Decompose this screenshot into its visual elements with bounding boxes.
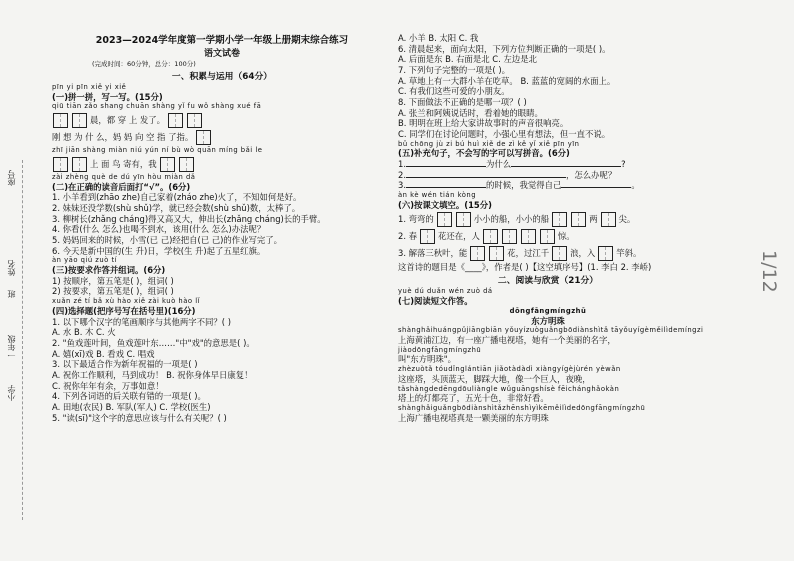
passage-title: 东方明珠 <box>531 315 565 326</box>
mc-3-options-b: C. 祝你年年有余，万事如意！ <box>52 380 164 391</box>
passage-p4-pinyin: tǎshàngdedēngdōuliàngle wǔguāngshísè fēichánghǎokàn <box>398 384 620 393</box>
writing-row-1 <box>52 113 392 128</box>
q6-title: (六)按课文填空。(15分) <box>398 199 492 210</box>
fill-blank[interactable] <box>406 177 566 178</box>
poem-1-text-c: 两 <box>589 214 598 225</box>
q2-line-3: 3. 柳树长(zhǎng cháng)得又高又大，伸出长(zhǎng cháng)长的手臂。 <box>52 213 326 224</box>
poem-line-2 <box>398 229 698 244</box>
char-box[interactable] <box>72 113 87 128</box>
char-box[interactable] <box>601 212 616 227</box>
mc-5: 5. "读(sī)"这个字的意思应该与什么有关呢？( ) <box>52 412 227 423</box>
passage-p4: 塔上的灯都亮了，五光十色，非常好看。 <box>398 393 549 404</box>
mc-4: 4. 下列各词语的后关联有错的一项是( )。 <box>52 391 206 402</box>
q7-pinyin: yuè dú duǎn wén zuò dá <box>398 287 493 296</box>
char-box[interactable] <box>420 229 435 244</box>
q2-title: (二)在正确的读音后面打“√”。(6分) <box>52 181 191 192</box>
q2-line-2: 2. 妹妹还没学数(shù shǔ)学，就已经会数(shù shǔ)数，太棒了。 <box>52 203 301 214</box>
q3-title: (三)按要求作答并组词。(6分) <box>52 265 166 276</box>
fill-blank[interactable] <box>511 166 621 167</box>
row1-pinyin: qiū tiān zǎo shang chuān shàng yǐ fu wǒ shàng xué fā <box>52 102 262 111</box>
passage-p5: 上海广播电视塔真是一颗美丽的东方明珠 <box>398 412 549 423</box>
mc-8: 8. 下面做法不正确的是哪一项？( ) <box>398 96 527 107</box>
mc-6-options: A. 后面是东 B. 右面是北 C. 左边是北 <box>398 54 537 65</box>
fill-blank[interactable] <box>561 187 631 188</box>
exam-title: 2023—2024学年度第一学期小学一年级上册期末综合练习 <box>95 35 349 46</box>
passage-p2-pinyin: jiàodōngfāngmíngzhū <box>398 345 482 354</box>
mc-4-options: A. 田地(农民) B. 军队(军人) C. 学校(医生) <box>52 401 211 412</box>
char-box[interactable] <box>598 246 613 261</box>
mc-7-options-a: A. 草地上有一大群小羊在吃草。 B. 蓝蓝的宽阔的水面上。 <box>398 75 616 86</box>
mc-7: 7. 下列句子完整的一项是( )。 <box>398 64 510 75</box>
char-box[interactable] <box>571 212 586 227</box>
char-box[interactable] <box>470 246 485 261</box>
passage-p1: 上海黄浦江边，有一座广播电视塔，她有一个美丽的名字， <box>398 334 616 345</box>
q2-line-1: 1. 小羊看到(zhāo zhe)自己家着(zháo zhe)火了，不知如何是好。 <box>52 192 302 203</box>
char-box[interactable] <box>196 130 211 145</box>
mc-2-options: A. 嬉(xī)戏 B. 看戏 C. 唱戏 <box>52 348 155 359</box>
mc-5-options: A. 小羊 B. 太阳 C. 我 <box>398 33 479 43</box>
seat-label: 座号 <box>7 170 16 186</box>
poem-3-text-d: 竿斜。 <box>616 248 642 259</box>
fill-1-text: 为什么 <box>486 159 512 170</box>
char-box[interactable] <box>187 113 202 128</box>
poem-1-text-d: 尖。 <box>618 214 636 225</box>
poem-question: 这首诗的题目是《____》，作者是( )【这空填序号】(1. 李白 2. 李峤) <box>398 262 652 273</box>
fill-1 <box>398 160 698 170</box>
fill-3-text: 的时候，我觉得自己 <box>486 180 562 191</box>
row3-text: 上 面 鸟 寄有，我 <box>90 158 157 169</box>
q2-line-5: 5. 妈妈回来的时候，小雪(已 己)经把自(已 己)的作业写完了。 <box>52 235 283 246</box>
mc-8-option-c: C. 同学们在讨论问题时，小强心里有想法，但一直不说。 <box>398 128 611 139</box>
poem-2-text-b: 花还在，人 <box>438 231 480 242</box>
poem-1-text: 1. 弯弯的 <box>398 214 434 225</box>
mc-6: 6. 清晨起来，面向太阳，下列方位判断正确的一项是( )。 <box>398 43 611 54</box>
poem-3-text: 3. 解落三秋叶，能 <box>398 248 468 259</box>
mc-1: 1. 以下哪个汉字的笔画顺序与其他两字不同？( ) <box>52 316 231 327</box>
char-box[interactable] <box>437 212 452 227</box>
char-box[interactable] <box>489 246 504 261</box>
char-box[interactable] <box>53 157 68 172</box>
q3-item-1: 1) 按顺序，第五笔是( )，组词( ) <box>52 275 174 286</box>
passage-p3: 这座塔，头顶蓝天，脚踩大地，像一个巨人，夜晚， <box>398 373 591 384</box>
school-label: 小学 <box>7 385 16 401</box>
writing-row-3 <box>52 157 392 172</box>
fill-3-end: 。 <box>631 180 640 191</box>
char-box[interactable] <box>521 229 536 244</box>
fill-3 <box>398 181 698 191</box>
char-box[interactable] <box>179 157 194 172</box>
poem-3-text-c: 浪，入 <box>570 248 596 259</box>
poem-2-text: 2. 春 <box>398 231 418 242</box>
q7-title: (七)阅读短文作答。 <box>398 296 473 307</box>
fill-2-text: ，怎么办呢？ <box>566 169 617 180</box>
section-2-title: 二、阅读与欣赏（21分） <box>497 276 599 287</box>
left-column <box>52 0 392 424</box>
q6-pinyin: àn kè wén tián kòng <box>398 191 477 199</box>
mc-2: 2. "鱼戏莲叶间，鱼戏莲叶东……"中"戏"的意思是( )。 <box>52 337 255 348</box>
section-1-title: 一、积累与运用（64分） <box>171 71 273 82</box>
char-box[interactable] <box>168 113 183 128</box>
poem-1-text-b: 小小的船，小小的船 <box>473 214 550 225</box>
char-box[interactable] <box>160 157 175 172</box>
passage-p1-pinyin: shànghǎihuángpǔjiāngbiān yǒuyízuòguǎngbōdiànshìtǎ tāyǒuyígèměilìdemíngzi <box>398 326 704 335</box>
mc-7-options-b: C. 有我们这些可爱的小朋友。 <box>398 86 510 97</box>
row1-text: 晨，都 穿 上 发了。 <box>90 114 165 125</box>
writing-row-2 <box>52 130 392 145</box>
char-box[interactable] <box>483 229 498 244</box>
char-box[interactable] <box>540 229 555 244</box>
mc-3-options-a: A. 祝你工作顺利，马到成功！ B. 祝你身体早日康复！ <box>52 369 253 380</box>
fill-blank[interactable] <box>406 187 486 188</box>
poem-3-text-b: 花，过江千 <box>507 248 550 259</box>
poem-2-text-c: 惊。 <box>557 231 575 242</box>
char-box[interactable] <box>552 246 567 261</box>
q5-pinyin: bǔ chōng jù zi bú huì xiě de zì kě yǐ xiě pīn yīn <box>398 139 580 148</box>
char-box[interactable] <box>53 113 68 128</box>
passage-p5-pinyin: shànghǎiguǎngbōdiànshìtǎzhēnshìyìkēměilìdedōngfāngmíngzhū <box>398 404 646 413</box>
q4-title: (四)选择题(把序号写在括号里)(16分) <box>52 305 196 316</box>
row2-text: 刚 想 为 什 么，妈 妈 向 空 指 了指。 <box>52 131 194 142</box>
fold-line <box>22 160 24 520</box>
fill-2-num: 2. <box>398 169 406 180</box>
q4-pinyin: xuǎn zé tí bǎ xù hào xiě zài kuò hào lǐ <box>52 297 200 306</box>
name-label: 姓名 <box>7 260 16 276</box>
grade-label: 一年级 <box>7 335 16 359</box>
right-column <box>398 33 704 425</box>
fill-1-end: ? <box>621 159 626 170</box>
mc-8-option-b: B. 明明在班上给大家讲故事时的声音很响亮。 <box>398 118 569 129</box>
q2-line-6: 6. 今天是新中国的(生 升)日，学校(生 升)起了五星红旗。 <box>52 245 266 256</box>
exam-subtitle: 语文试卷 <box>203 48 240 59</box>
page-number: 1/12 <box>758 250 780 293</box>
q1-title: (一)拼一拼，写一写。(15分) <box>52 91 163 102</box>
passage-p3-pinyin: zhèzuòtǎ tóudǐnglántiān jiǎotàdàdì xiàngyígèjùrén yèwǎn <box>398 365 621 374</box>
q1-pinyin: pīn yi pīn xiě yi xiě <box>52 82 127 91</box>
fill-3-num: 3. <box>398 180 406 191</box>
q3-pinyin: àn yāo qiú zuò tí <box>52 256 118 265</box>
mc-8-option-a: A. 张兰和阿姨说话时，看着她的眼睛。 <box>398 107 543 118</box>
mc-1-options: A. 水 B. 木 C. 火 <box>52 327 116 338</box>
q2-line-4: 4. 你看(什么 怎么)也喝不到水，该用(什么 怎么)办法呢？ <box>52 224 266 235</box>
exam-info: (完成时间：60分钟，总分：100分) <box>92 60 196 69</box>
student-info-margin <box>2 160 42 520</box>
fill-2 <box>398 171 698 181</box>
q3-item-2: 2) 按要求，第五笔是( )，组词( ) <box>52 286 174 297</box>
passage-title-pinyin: dōngfāngmíngzhū <box>509 306 587 315</box>
fill-1-num: 1. <box>398 159 406 170</box>
q2-pinyin: zài zhèng què de dú yīn hòu miàn dǎ <box>52 172 196 181</box>
mc-3: 3. 以下最适合作为新年祝福的一项是( ) <box>52 359 198 370</box>
char-box[interactable] <box>72 157 87 172</box>
fill-blank[interactable] <box>406 166 486 167</box>
char-box[interactable] <box>456 212 471 227</box>
char-box[interactable] <box>502 229 517 244</box>
char-box[interactable] <box>552 212 567 227</box>
class-label: 班 <box>7 290 16 298</box>
poem-line-3 <box>398 246 698 261</box>
q5-title: (五)补充句子，不会写的字可以写拼音。(6分) <box>398 148 570 159</box>
passage-p2: 叫"东方明珠"。 <box>398 354 456 365</box>
poem-line-1 <box>398 212 698 227</box>
row3-pinyin: zhī jiān shàng miàn niú yún ní bù wò quān míng bǎi le <box>52 146 263 155</box>
